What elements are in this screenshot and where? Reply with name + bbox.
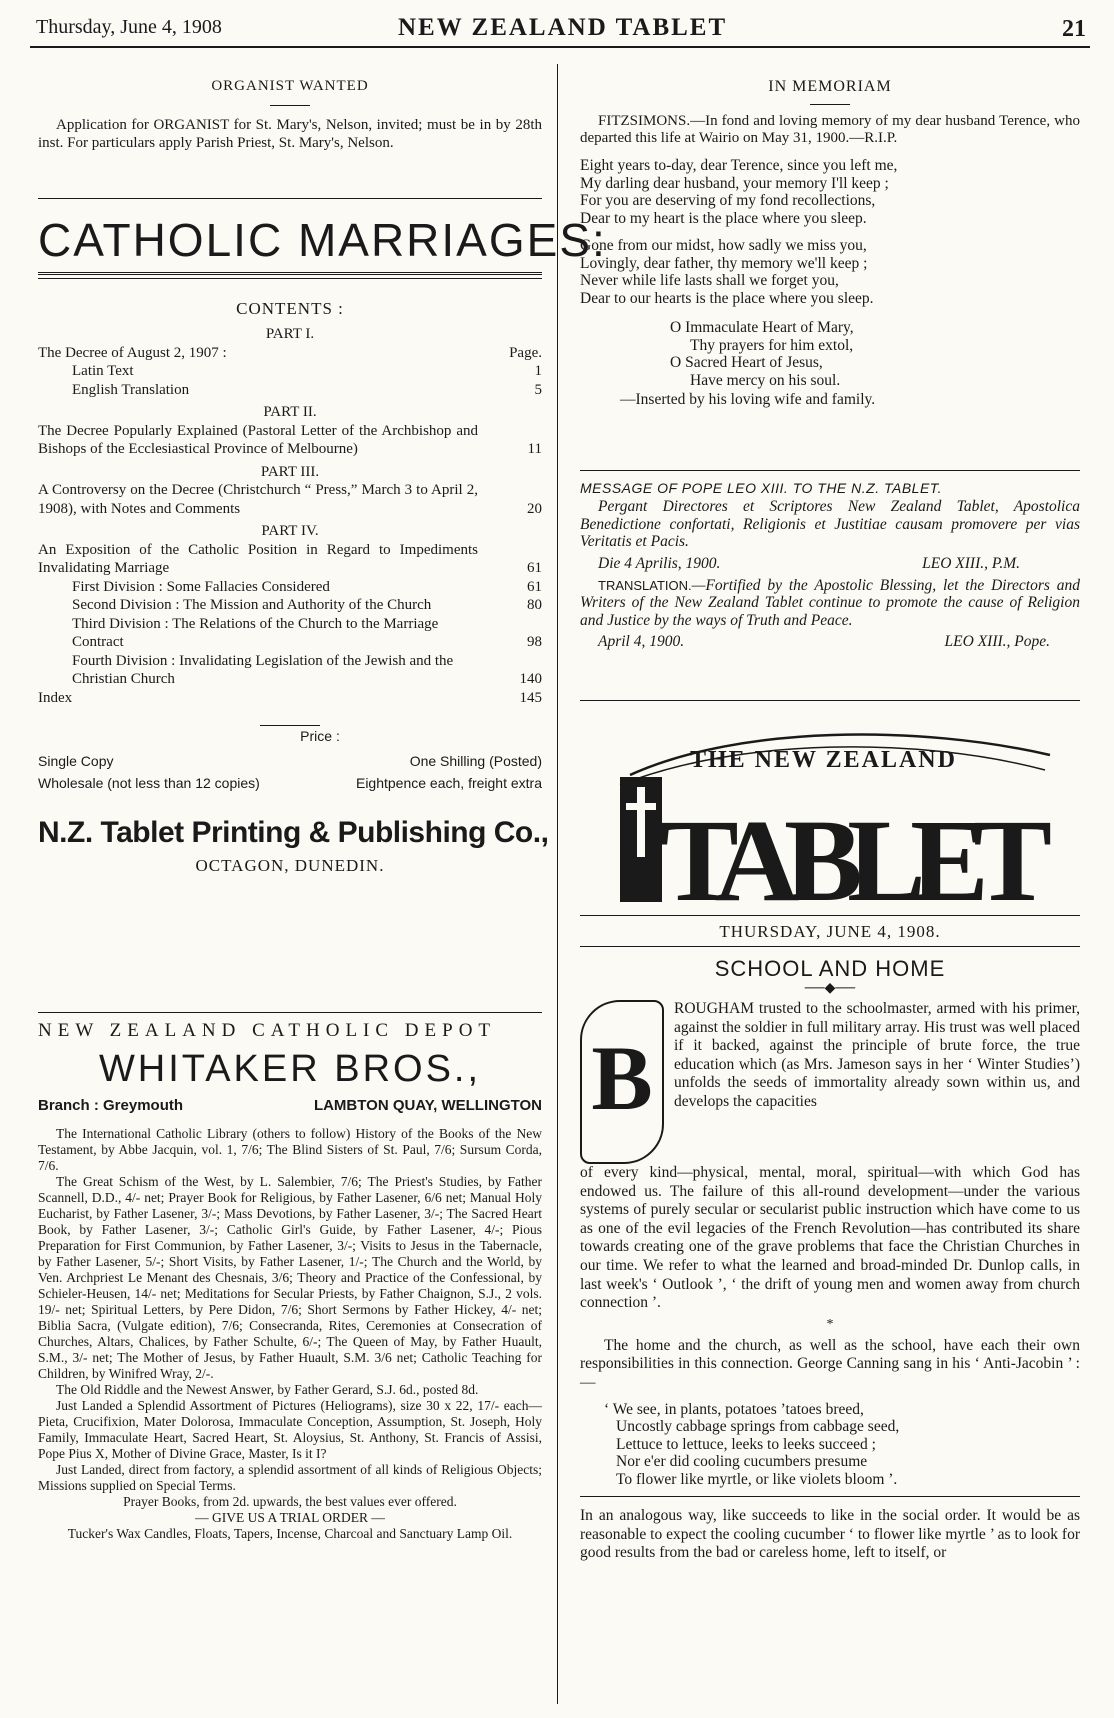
verse-line: Gone from our midst, how sadly we miss you, [580,237,867,254]
contents-list [38,325,542,707]
division-two: Second Division : The Mission and Authority of the Church [72,597,432,613]
dateline: THURSDAY, JUNE 4, 1908. [719,922,941,941]
verse-line: ‘ We see, in plants, potatoes ’tatoes breed, [604,1400,864,1418]
depot-para: The Old Riddle and the Newest Answer, by Father Gerard, S.J. 6d., posted 8d. [56,1382,479,1397]
depot-address: LAMBTON QUAY, WELLINGTON [313,1097,542,1114]
price-heading: Price : [300,728,340,744]
section-rule [580,700,1080,701]
logo-main-text: TABLET [660,795,1050,910]
short-rule [260,725,320,726]
pope-translation [580,577,1080,630]
pope-signoff-2 [580,629,1080,651]
masthead-title: NEW ZEALAND TABLET [398,14,728,41]
short-rule [270,105,310,106]
translation-label: TRANSLATION. [598,577,692,593]
dropcap-box [580,1000,664,1164]
printer-name: N.Z. Tablet Printing & Publishing Co., [38,816,549,849]
part-two-text: The Decree Popularly Explained (Pastoral Letter of the Archbishop and Bishops of the Ecclesiastical Province of Melbourne) [38,422,478,457]
part-three: PART III. [260,463,320,480]
page-number: 21 [1062,16,1086,42]
verse-line: Dear to my heart is the place where you sleep. [580,209,867,227]
article-para-1a: ROUGHAM trusted to the schoolmaster, armed with his primer, against the soldier in full military array. His trust was well placed if it backed, against the principle of brute force, the true education which (as Mrs. Jameson says in her ‘ Winter Studies’) unfolds the seeds of immortality already sown within us, and develops the capacities [674,1000,1080,1110]
translation-text: —Fortified by the Apostolic Blessing, let the Directors and Writers of the New Zealand Tablet continue to promote the cause of Religion and Justice by the ways of Truth and Peace. [580,576,1080,629]
page-col-label: Page. [509,344,542,361]
memoriam-notice [580,78,1080,409]
depot-para: Just Landed a Splendid Assortment of Pictures (Heliograms), size 30 x 22, 17/- each—Pieta, Crucifixion, Mater Dolorosa, Immaculate Conception, Assumption, St. Joseph, Holy Family, Immaculate Heart, Sacred Heart, St. Aloysius, St. Anthony, St. Francis of Assisi, Pope Pius X, Mother of Divine Grace, Master, Is it I? [38,1398,542,1461]
asterisk-icon: * [826,1316,834,1332]
article-para-1b: of every kind—physical, mental, moral, spiritual—with which God has endowed us. The failure of this all-round development—under the various systems of purely secular or secularist public instruction which have come to us as one of the evil legacies of the French Revolution—has contributed its share towards creating one of the grave problems that face the Christian Churches in our time. We refer to what the learned and broad-minded Dr. Dunlop calls, in last week's ‘ Outlook ’, ‘ the drift of young men and women away from church connection ’. [580,1164,1080,1312]
article-heading: SCHOOL AND HOME [714,956,946,981]
verse-line: Uncostly cabbage springs from cabbage seed, [616,1418,900,1436]
section-rule [580,915,1080,916]
latin-text: Latin Text [72,363,134,379]
index-line: Index [38,689,73,706]
verse-line: O Sacred Heart of Jesus, [670,354,823,371]
section-rule [38,198,542,199]
section-rule [38,1012,542,1013]
section-rule [580,1496,1080,1497]
depot-advert [38,1020,542,1542]
organist-body: Application for ORGANIST for St. Mary's, Nelson, invited; must be in by 28th inst. For particulars apply Parish Priest, St. Mary's, Nelson. [38,117,542,151]
school-home-article [580,956,1080,1563]
pope-date-2: April 4, 1900. [598,633,685,650]
memoriam-heading: IN MEMORIAM [768,78,892,95]
verse-line: Lovingly, dear father, thy memory we'll keep ; [580,254,868,272]
part-four-page: 61 [527,560,542,576]
depot-para: Prayer Books, from 2d. upwards, the best values ever offered. [123,1494,457,1509]
verse-line: Thy prayers for him extol, [690,336,854,354]
verse-line: O Immaculate Heart of Mary, [670,319,854,336]
depot-para: Tucker's Wax Candles, Floats, Tapers, Incense, Charcoal and Sanctuary Lamp Oil. [67,1526,513,1541]
masthead [30,6,1090,48]
price-table [38,750,542,794]
pope-message [580,480,1080,651]
part-four: PART IV. [261,523,319,539]
depot-para: Just Landed, direct from factory, a splendid assortment of all kinds of Religious Objects; Missions supplied on Special Terms. [38,1462,542,1493]
part-two: PART II. [263,404,317,420]
marriages-advert [38,210,607,876]
verse-line: Never while life lasts shall we forget you, [580,272,839,289]
depot-para: The International Catholic Library (others to follow) History of the Books of the New Testament, by Abbe Jacquin, vol. 1, 7/6; The Blind Sisters of St. Paul, 7/6; Sursum Corda, 7/6. [38,1126,542,1173]
part-three-text: A Controversy on the Decree (Christchurch “ Press,” March 3 to April 2, 1908), with Notes and Comments [38,482,478,517]
depot-para: The Great Schism of the West, by L. Salembier, 7/6; The Priest's Studies, by Father Scannell, D.D., 4/- net; Prayer Book for Religious, by Father Lasener, 6/6 net; Manual Holy Eucharist, by Father Lasener, 3/-; Mass Devotions, by Father Lasener, 3/-; The Sacred Heart Book, by Father Lasener, 3/-; Catholic Girl's Guide, by Father Lasener, 4/-; Pious Preparation for First Communion, by Father Lasener, 3/-; Visits to Jesus in the Tabernacle, by Father Lasener, 5/-; Short Visits, by Father Lasener, 1/-; The Church and the World, by Ven. Archpriest Le Menant des Chesnais, 3/6; Theory and Practice of the Confessional, by Schieler-Heusen, 14/- net; Meditations for Secular Priests, by Father Chaignon, S.J., 2 vols. 19/- net; Spiritual Letters, by Pere Didon, 7/6; Short Sermons by Father Hickey, 4/- net; Biblia Sacra, (Vulgate edition), 7/6; Consecranda, Rites, Ceremonies at Consecration of Churches, Altars, Chalices, by Father Schulte, 6/-; The Queen of May, by Father Huault, S.M., 3/- net; The Mother of Jesus, by Father Huault, S.M. 3/6 net; Catholic Teaching for Children, by Winifred Wray, 2/-. [38,1174,542,1381]
depot-title: NEW ZEALAND CATHOLIC DEPOT [38,1020,497,1041]
pope-heading: MESSAGE OF POPE LEO XIII. TO THE N.Z. TABLET. [580,480,942,496]
depot-listings [38,1126,542,1542]
depot-firm: WHITAKER BROS., [98,1048,482,1090]
organist-heading: ORGANIST WANTED [211,78,369,94]
verse-line: My darling dear husband, your memory I'll keep ; [580,174,889,192]
index-page: 145 [519,689,542,706]
part-three-page: 20 [527,500,542,517]
wholesale-label: Wholesale (not less than 12 copies) [38,775,260,791]
article-para-3: In an analogous way, like succeeds to like in the social order. It would be as reasonable to expect the cooling cucumber ‘ to flower like myrtle ’ as to look for good results from the bad or careless home, left to itself, or [580,1507,1080,1562]
masthead-date: Thursday, June 4, 1908 [36,16,222,38]
memoriam-verse-2 [580,237,1080,307]
memoriam-intro: FITZSIMONS.—In fond and loving memory of my dear husband Terence, who departed this life at Wairio on May 31, 1900.—R.I.P. [580,113,1080,146]
tablet-logo-graphic [590,715,1070,910]
canning-verse [580,1401,1080,1489]
pope-signoff-1 [580,551,1080,573]
verse-line: Have mercy on his soul. [690,371,841,389]
single-copy-price: One Shilling (Posted) [409,753,542,769]
division-two-page: 80 [527,597,542,613]
english-page: 5 [534,381,542,398]
cross-icon [626,803,656,810]
verse-line: For you are deserving of my fond recollections, [580,192,876,209]
article-para-2: The home and the church, as well as the school, have each their own responsibilities in this connection. George Canning sang in his ‘ Anti-Jacobin ’ :— [580,1336,1080,1391]
short-rule [810,104,850,105]
depot-location [38,1097,542,1114]
division-four: Fourth Division : Invalidating Legislation of the Jewish and the Christian Church [72,652,454,687]
verse-line: Eight years to-day, dear Terence, since you left me, [580,157,898,174]
memoriam-signature: —Inserted by his loving wife and family. [620,391,876,408]
verse-line: Dear to our hearts is the place where you sleep. [580,289,874,307]
pope-sign-2: LEO XIII., Pope. [944,633,1050,650]
pope-latin: Pergant Directores et Scriptores New Zealand Tablet, Apostolica Benedictione confortati, Religionis et Justitiae causam promovere per vias Veritatis et Pacis. [580,498,1080,550]
depot-branch: Branch : Greymouth [38,1097,184,1114]
part-two-page: 11 [527,441,542,457]
single-rule [38,278,542,279]
pope-sign-1: LEO XIII., P.M. [922,554,1020,572]
tablet-logo [590,715,1070,910]
contents-heading: CONTENTS : [236,299,344,318]
cross-icon [637,787,645,857]
wholesale-price: Eightpence each, freight extra [355,775,542,791]
verse-line: To flower like myrtle, or like violets bloom ’. [616,1470,898,1488]
section-rule [580,946,1080,947]
division-four-page: 140 [519,671,542,687]
article-body [580,1000,1080,1563]
latin-page: 1 [534,363,542,379]
marriages-title: CATHOLIC MARRIAGES: [38,214,607,266]
column-divider [557,64,558,1704]
organist-notice [38,78,542,152]
memoriam-verse-1 [580,157,1080,227]
verse-line: Lettuce to lettuce, leeks to leeks succeed ; [616,1435,876,1453]
pope-date-1: Die 4 Aprilis, 1900. [598,554,721,572]
division-three-page: 98 [527,634,542,650]
ornament-icon: ──◆── [804,981,856,996]
decree-line: The Decree of August 2, 1907 : [38,344,227,361]
logo-top-text: THE NEW ZEALAND [690,747,957,773]
memoriam-verse-3 [580,319,1080,389]
double-rule [38,272,542,275]
single-copy-label: Single Copy [38,753,114,769]
division-one: First Division : Some Fallacies Considered [72,578,330,595]
division-one-page: 61 [527,578,542,595]
dropcap-letter: B [591,1027,653,1129]
english-text: English Translation [72,381,190,398]
part-one: PART I. [265,326,315,342]
section-rule [580,470,1080,471]
part-four-text: An Exposition of the Catholic Position in Regard to Impediments Invalidating Marriage [38,541,478,576]
depot-trial-order: — GIVE US A TRIAL ORDER — [195,1510,385,1525]
division-three: Third Division : The Relations of the Church to the Marriage Contract [72,615,439,650]
printer-address: OCTAGON, DUNEDIN. [195,856,385,875]
verse-line: Nor e'er did cooling cucumbers presume [616,1453,868,1471]
